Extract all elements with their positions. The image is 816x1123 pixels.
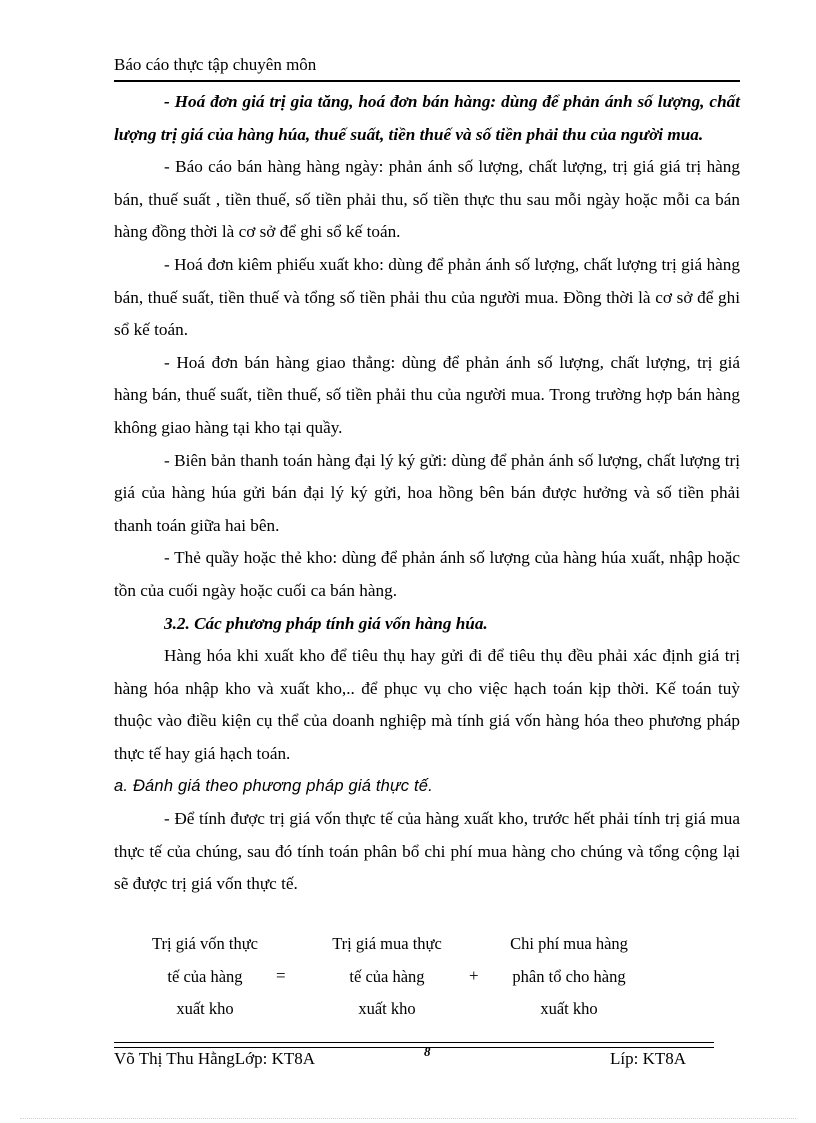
- cost-formula: [114, 928, 740, 1028]
- sub-paragraph: - Để tính được trị giá vốn thực tế của hàng xuất kho, trước hết phải tính trị giá mua thực tế của chúng, sau đó tính toán phân bổ chi phí mua hàng cho chúng và tổng cộng lại sẽ được trị giá vốn thực tế.: [114, 809, 740, 894]
- section-paragraph: Hàng hóa khi xuất kho để tiêu thụ hay gửi đi để tiêu thụ đều phải xác định giá trị hàng hóa nhập kho và xuất kho,.. để phục vụ cho việc hạch toán kịp thời. Kế toán tuỳ thuộc vào điều kiện cụ thể của doanh nghiệp mà tính giá vốn hàng hóa theo phương pháp thực tế hay giá hạch toán.: [114, 646, 740, 763]
- formula-term-purchase-cost: [494, 928, 644, 1026]
- formula-term3-line1: Chi phí mua hàng: [510, 934, 628, 953]
- paragraph-delivery-invoice: - Hoá đơn kiêm phiếu xuất kho: dùng để phản ánh số lượng, chất lượng trị giá hàng bán, thuế suất, tiền thuế và tổng số tiền phải thu của người mua. Đồng thời là cơ sở để ghi sổ kế toán.: [114, 254, 740, 340]
- formula-term3-line3: xuất kho: [540, 999, 598, 1019]
- formula-term3-line2: phân tổ cho hàng: [512, 966, 626, 986]
- page-header: [114, 54, 740, 82]
- formula-plus: +: [469, 966, 479, 985]
- paragraph-vat-invoice: - Hoá đơn giá trị gia tăng, hoá đơn bán hàng: dùng để phản ánh số lượng, chất lượng trị giá của hàng húa, thuế suất, tiền thuế và số tiền phải thu của người mua.: [114, 92, 740, 144]
- paragraph-agent-settlement: - Biên bản thanh toán hàng đại lý ký gửi: dùng để phản ánh số lượng, chất lượng trị giá của hàng húa gửi bán đại lý ký gửi, hoa hồng bên bán được hưởng và số tiền phải thanh toán giữa hai bên.: [114, 450, 740, 535]
- footer-author: Võ Thị Thu HằngLớp: KT8A: [114, 1049, 316, 1068]
- section-heading: 3.2. Các phương pháp tính giá vốn hàng húa.: [164, 613, 488, 633]
- formula-term2-line1: Trị giá mua thực: [332, 934, 442, 953]
- formula-term1-line1: Trị giá vốn thực: [152, 934, 258, 953]
- formula-term-purchase-value: [312, 928, 462, 1026]
- formula-term1-line3: xuất kho: [176, 999, 234, 1019]
- paragraph-direct-sales-invoice: - Hoá đơn bán hàng giao thẳng: dùng để phản ánh số lượng, chất lượng, trị giá hàng bán, thuế suất, tiền thuế, số tiền phải thu của người mua. Trong trường hợp bán hàng không giao hàng tại kho tại quầy.: [114, 352, 740, 437]
- page-number: 8: [424, 1044, 431, 1059]
- footer-class: Líp: KT8A: [610, 1049, 687, 1068]
- header-title: Báo cáo thực tập chuyên môn: [114, 55, 317, 74]
- formula-term2-line3: xuất kho: [358, 999, 416, 1019]
- paragraph-stock-card: - Thẻ quầy hoặc thẻ kho: dùng để phản ánh số lượng của hàng húa xuất, nhập hoặc tồn của cuối ngày hoặc cuối ca bán hàng.: [114, 548, 740, 600]
- formula-term2-line2: tế của hàng: [349, 966, 425, 986]
- paragraph-daily-sales-report: - Báo cáo bán hàng hàng ngày: phản ánh số lượng, chất lượng, trị giá giá trị hàng bán, thuế suất , tiền thuế, số tiền phải thu, số tiền thực thu sau mỗi ngày hoặc mỗi ca bán hàng đồng thời là cơ sở để ghi sổ kế toán.: [114, 157, 740, 242]
- formula-term1-line2: tế của hàng: [167, 966, 243, 986]
- page-bottom-border: [20, 1118, 796, 1119]
- subheading: a. Đánh giá theo phương pháp giá thực tế.: [114, 777, 433, 796]
- formula-equals: =: [276, 966, 286, 985]
- document-body: [114, 86, 740, 901]
- formula-term-cost-of-goods: [130, 928, 280, 1026]
